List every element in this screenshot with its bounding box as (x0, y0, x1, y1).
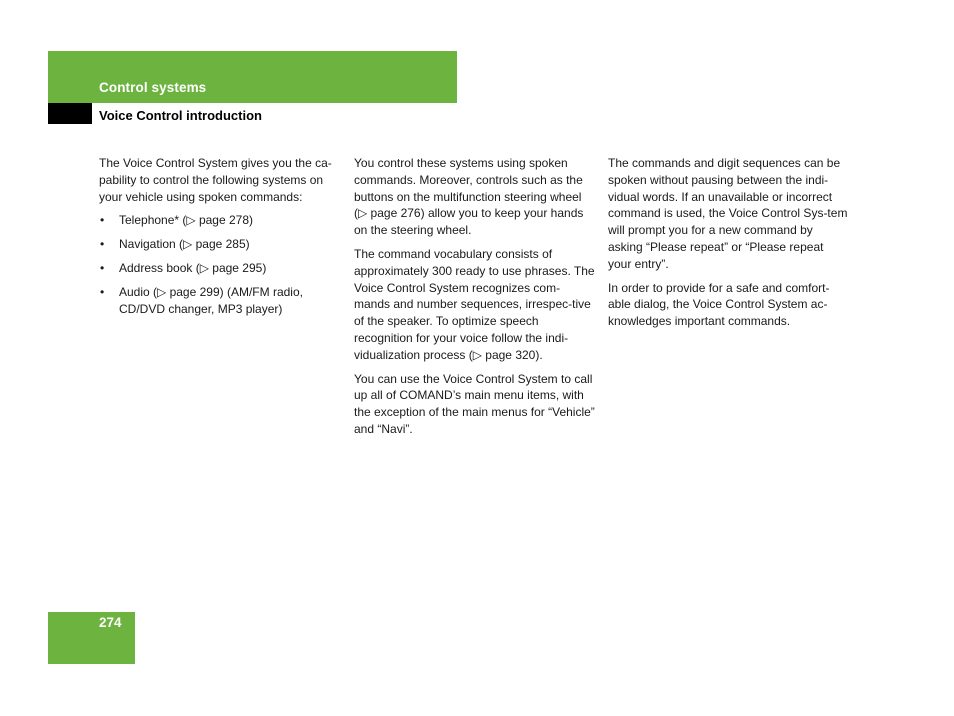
paragraph: The commands and digit sequences can be spoken without pausing between the indi-vidual words. If an unavailable or incorrect command is used, the Voice Control Sys-tem will prompt you for a new command by asking “Please repeat” or “Please repeat your entry”. (608, 156, 848, 271)
paragraph: You can use the Voice Control System to call up all of COMAND’s main menu items, with the exception of the main menus for “Vehicle” and “Navi”. (354, 371, 595, 436)
paragraph: The command vocabulary consists of approximately 300 ready to use phrases. The Voice Control System recognizes com-mands and number sequences, irrespec-tive of the speaker. To optimize speech recognition for your voice follow the indi-vidualization process (▷ page 320). (354, 246, 595, 362)
page-number: 274 (99, 615, 122, 630)
header-band (48, 51, 457, 103)
text-column-1 (99, 155, 341, 324)
list-item-text: Audio (▷ page 299) (AM/FM radio, CD/DVD changer, MP3 player) (119, 284, 303, 316)
list-item (99, 260, 341, 277)
bullet-icon: • (100, 237, 105, 252)
list-item-text: Navigation (▷ page 285) (119, 237, 250, 252)
systems-list (99, 212, 341, 317)
paragraph: You control these systems using spoken commands. Moreover, controls such as the buttons on the multifunction steering wheel (▷ page 276) allow you to keep your hands on the steering wheel. (354, 156, 584, 238)
intro-paragraph: The Voice Control System gives you the ca-pability to control the following systems on your vehicle using spoken commands: (99, 156, 332, 204)
list-item-text: Address book (▷ page 295) (119, 260, 267, 275)
bullet-icon: • (100, 260, 105, 275)
bullet-icon: • (100, 213, 105, 228)
list-item (99, 212, 341, 229)
list-item (99, 236, 341, 253)
section-marker-tab (48, 103, 92, 124)
bullet-icon: • (100, 284, 105, 299)
list-item (99, 284, 341, 318)
text-column-3 (608, 155, 850, 337)
section-title: Control systems (99, 80, 207, 95)
paragraph: In order to provide for a safe and comfort-able dialog, the Voice Control System ac-knowledges important commands. (608, 280, 830, 329)
page-title: Voice Control introduction (99, 108, 262, 123)
list-item-text: Telephone* (▷ page 278) (119, 213, 253, 228)
text-column-2 (354, 155, 596, 445)
